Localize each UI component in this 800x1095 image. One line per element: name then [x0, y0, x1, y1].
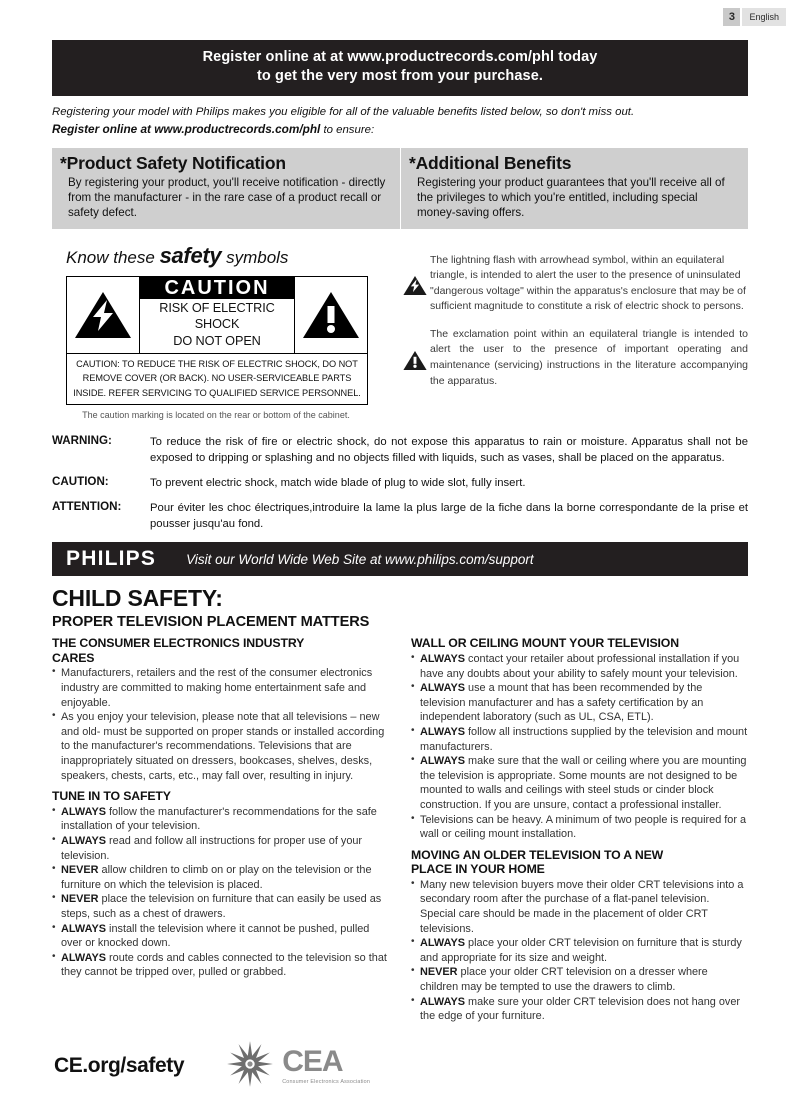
list-item-strong: ALWAYS: [61, 951, 106, 964]
warning-block: [52, 434, 748, 532]
list-item: [411, 995, 748, 1024]
list-item-text: place your older CRT television on a dresser where children may be tempted to use the drawers to climb.: [420, 966, 708, 994]
philips-website-tagline: Visit our World Wide Web Site at www.philips.com/support: [186, 551, 534, 567]
caution-label-box: [66, 276, 368, 405]
benefit-title: *Additional Benefits: [409, 152, 572, 173]
list-item-text: Many new television buyers move their older CRT televisions into a secondary room after the purchase of a flat-panel television. Special care should be made in the placement of older CRT televisions.: [420, 878, 744, 935]
page-language-label: English: [742, 8, 786, 26]
cea-logo: [224, 1038, 370, 1095]
caution-text-cell: [140, 277, 294, 353]
list-item: [411, 813, 748, 842]
warning-label: WARNING:: [52, 434, 112, 448]
consumer-electronics-industry-cares-heading: [52, 636, 389, 665]
list-item-strong: NEVER: [61, 893, 99, 906]
caution-box-top: [67, 277, 367, 353]
heading-line2: PLACE IN YOUR HOME: [411, 862, 545, 877]
safety-symbols-left: [52, 243, 392, 420]
child-safety-columns: [52, 636, 748, 1024]
list-item: [411, 681, 748, 725]
right-column: [411, 636, 748, 1024]
list-item: • As you enjoy your television, please note that all televisions – new and old- must be supported on proper stands or installed according to the manufacturer's recommendations. Televisions that are inappropriately situated on dressers, bookcases, shelves, desks, speakers, chests, carts, etc., may fall over, resulting in injury.: [52, 710, 389, 783]
lightning-bolt-triangle-small-icon: [400, 253, 430, 315]
exclamation-explanation-block: [400, 327, 748, 389]
lightning-explanation-text: The lightning flash with arrowhead symbol, within an equilateral triangle, is intended to alert the user to the presence of uninsulated "dangerous voltage" within the apparatus's enclosure that may be of sufficient magnitude to constitute a risk of electric shock to persons.: [430, 253, 746, 313]
register-note-line2: [52, 121, 748, 139]
caution-word: CAUTION: [140, 277, 294, 299]
list-item: [52, 951, 389, 980]
register-note: [52, 104, 748, 139]
list-item-strong: ALWAYS: [61, 835, 106, 847]
benefit-box-product-safety-notification: [52, 148, 400, 229]
caution-label: CAUTION:: [52, 475, 109, 489]
exclamation-triangle-icon: [294, 277, 367, 353]
register-banner-line2: to get the very most from your purchase.: [256, 68, 543, 85]
list-item-strong: NEVER: [61, 864, 99, 877]
caution-risk-line1: RISK OF ELECTRIC SHOCK: [159, 301, 275, 331]
list-item: [411, 936, 748, 965]
list-item: [52, 922, 389, 951]
list-item-strong: ALWAYS: [420, 725, 465, 738]
caution-risk-line2: DO NOT OPEN: [173, 334, 261, 349]
moving-older-television-heading: [411, 848, 748, 877]
list-item: [411, 878, 748, 936]
cea-subtitle: Consumer Electronics Association: [282, 1078, 371, 1085]
list-item: [52, 834, 389, 863]
safety-symbols-right: [392, 243, 748, 420]
caution-body-line3: INSIDE. REFER SERVICING TO QUALIFIED SERVICE PERSONNEL.: [73, 387, 361, 398]
list-item: [411, 965, 748, 994]
industry-cares-bullets: [52, 666, 389, 783]
list-item-text: follow all instructions supplied by the television and mount manufacturers.: [420, 725, 748, 753]
list-item: • Manufacturers, retailers and the rest of the consumer electronics industry are committed to making home entertainment safe and enjoyable.: [52, 666, 389, 710]
know-these-safety-symbols-heading: [66, 243, 392, 269]
footer-cea-row: [52, 1038, 748, 1095]
list-item: [411, 652, 748, 681]
moving-older-television-bullets: [411, 878, 748, 1024]
caution-text: To prevent electric shock, match wide blade of plug to wide slot, fully insert.: [150, 477, 526, 490]
know-suffix: symbols: [221, 247, 289, 267]
list-item-text: read and follow all instructions for proper use of your television.: [61, 835, 363, 862]
know-safety-word: safety: [159, 242, 222, 268]
page-number: 3: [723, 8, 740, 26]
child-safety-subtitle: PROPER TELEVISION PLACEMENT MATTERS: [52, 614, 370, 631]
child-safety-title: CHILD SAFETY:: [52, 585, 223, 612]
tune-in-to-safety-bullets: [52, 805, 389, 980]
lightning-bolt-triangle-icon: [67, 277, 140, 353]
list-item-text: place your older CRT television on furniture that is sturdy and appropriate for its size and weight.: [420, 937, 742, 964]
heading-line2: CARES: [52, 650, 95, 665]
list-item-strong: ALWAYS: [420, 652, 465, 665]
list-item-text: use a mount that has been recommended by the television manufacturer and has a safety certification by an independent laboratory (such as UL, CSA, ETL).: [420, 682, 704, 724]
cea-word: CEA: [282, 1045, 343, 1079]
caution-body-line2: REMOVE COVER (OR BACK). NO USER-SERVICEABLE PARTS: [82, 373, 352, 384]
benefit-title: *Product Safety Notification: [60, 152, 286, 173]
heading-line1: THE CONSUMER ELECTRONICS INDUSTRY: [52, 636, 305, 651]
list-item-text: Televisions can be heavy. A minimum of two people is required for a wall or ceiling mount installation.: [420, 813, 747, 841]
benefit-body: By registering your product, you'll receive notification - directly from the manufacturer - in the rare case of a product recall or safety defect.: [68, 175, 386, 219]
benefits-boxes: [52, 146, 748, 229]
list-item-strong: ALWAYS: [61, 805, 106, 818]
register-note-suffix: to ensure:: [320, 124, 375, 137]
register-banner: [52, 40, 748, 96]
benefit-body: Registering your product guarantees that you'll receive all of the privileges to which you're entitled, including special money-saving offers.: [417, 175, 725, 219]
caution-row: [52, 475, 748, 491]
list-item-strong: ALWAYS: [420, 682, 465, 695]
tune-in-to-safety-heading: TUNE IN TO SAFETY: [52, 789, 171, 804]
list-item-text: make sure your older CRT television does not hang over the edge of your furniture.: [420, 995, 741, 1023]
list-item: [52, 892, 389, 921]
attention-text: Pour éviter les choc électriques,introduire la lame la plus large de la fiche dans la borne correspondante de la prise et pousser jusqu'au fond.: [150, 502, 748, 531]
caution-box-body: [67, 353, 367, 405]
register-banner-line1: Register online at at www.productrecords.com/phl today: [202, 49, 598, 65]
heading-line1: MOVING AN OLDER TELEVISION TO A NEW: [411, 847, 664, 862]
list-item-strong: ALWAYS: [420, 755, 465, 768]
attention-row: [52, 500, 748, 532]
philips-banner: [52, 542, 748, 576]
cea-wordmark: [282, 1045, 371, 1085]
wall-mount-bullets: [411, 652, 748, 842]
list-item: [411, 725, 748, 754]
list-item-text: route cords and cables connected to the television so that they cannot be tripped over, pulled or grabbed.: [61, 951, 387, 979]
list-item-strong: ALWAYS: [61, 922, 106, 935]
list-item: [52, 863, 389, 892]
list-item-text: make sure that the wall or ceiling where you are mounting the television is appropriate. Some mounts are not designed to be mounted to walls and ceilings with steel studs or cinder block construction. If you are unsure, contact a professional installer.: [420, 755, 747, 811]
page-header: [723, 8, 786, 26]
benefit-box-additional-benefits: [400, 148, 748, 229]
caution-footnote: The caution marking is located on the rear or bottom of the cabinet.: [82, 410, 350, 421]
list-item-text: allow children to climb on or play on the television or the furniture on which the television is placed.: [61, 864, 372, 891]
lightning-explanation-block: [400, 253, 748, 315]
caution-body-line1: CAUTION: TO REDUCE THE RISK OF ELECTRIC SHOCK, DO NOT: [76, 358, 358, 369]
list-item-text: follow the manufacturer's recommendations for the safe installation of your television.: [61, 805, 377, 833]
attention-label: ATTENTION:: [52, 500, 122, 514]
ce-org-safety-text: CE.org/safety: [54, 1054, 185, 1078]
list-item: [52, 805, 389, 834]
register-url-strong: Register online at www.productrecords.com/phl: [52, 122, 321, 137]
list-item: [411, 754, 748, 812]
philips-logo: PHILIPS: [66, 547, 157, 571]
left-column: [52, 636, 389, 1024]
register-note-line1: Registering your model with Philips makes you eligible for all of the valuable benefits listed below, so don't miss out.: [52, 105, 635, 118]
warning-text: To reduce the risk of fire or electric shock, do not expose this apparatus to rain or moisture. Apparatus shall not be exposed to dripping or splashing and no objects filled with liquids, such as vases, shall be placed on the apparatus.: [150, 436, 748, 465]
list-item-text: contact your retailer about professional installation if you have any doubts about your ability to safely mount your television.: [420, 652, 740, 680]
list-item-strong: NEVER: [420, 966, 458, 979]
cea-starburst-icon: [224, 1038, 276, 1095]
list-item-strong: ALWAYS: [420, 995, 465, 1008]
safety-symbols-section: [52, 243, 748, 420]
list-item-text: install the television where it cannot be pushed, pulled over or knocked down.: [61, 922, 370, 950]
list-item-strong: ALWAYS: [420, 937, 465, 950]
list-item-text: place the television on furniture that can easily be used as steps, such as a chest of drawers.: [61, 893, 382, 921]
exclamation-explanation-text: The exclamation point within an equilateral triangle is intended to alert the user to the presence of important operating and maintenance (servicing) instructions in the literature accompanying the apparatus.: [430, 327, 748, 387]
warning-row: [52, 434, 748, 466]
exclamation-triangle-small-icon: [400, 327, 430, 389]
know-prefix: Know these: [66, 247, 160, 267]
page-content: [52, 40, 748, 1095]
wall-or-ceiling-mount-heading: WALL OR CEILING MOUNT YOUR TELEVISION: [411, 636, 679, 651]
